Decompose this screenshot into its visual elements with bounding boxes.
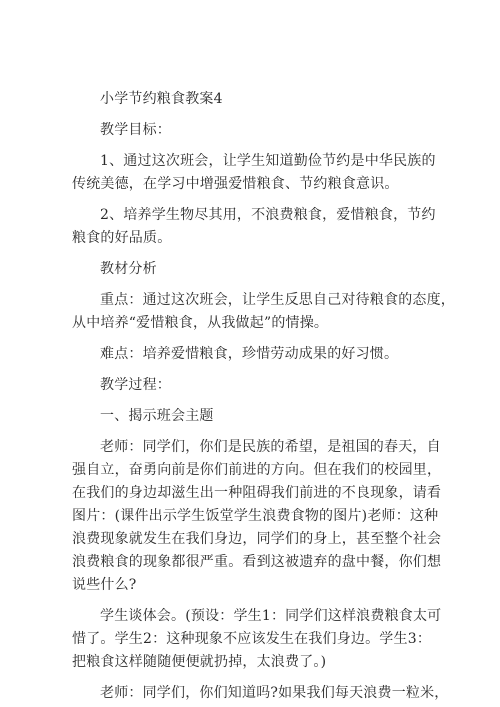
- goal-2-line-2: 粮食的好品质。: [72, 230, 172, 246]
- teacher-para-line-3: 在我们的身边却滋生出一种阻碍我们前进的不良现象，请看: [72, 485, 442, 501]
- heading-teaching-process: 教学过程：: [100, 377, 171, 393]
- student-para-line-3: 把粮食这样随随便便就扔掉，太浪费了。): [72, 654, 327, 670]
- teacher-para-line-2: 强自立，奋勇向前是你们前进的方向。但在我们的校园里，: [72, 462, 442, 478]
- teacher-para-line-5: 浪费现象就发生在我们身边，同学们的身上，甚至整个社会: [72, 531, 442, 547]
- difficulty-line: 难点：培养爱惜粮食，珍惜劳动成果的好习惯。: [100, 346, 399, 362]
- document-body: [72, 88, 455, 705]
- teacher-question-line: 老师：同学们，你们知道吗?如果我们每天浪费一粒米，: [100, 685, 449, 701]
- key-point-line-1: 重点：通过这次班会，让学生反思自己对待粮食的态度，: [100, 292, 455, 308]
- teacher-para-line-4: 图片：(课件出示学生饭堂学生浪费食物的图片)老师：这种: [72, 508, 439, 524]
- document-title: 小学节约粮食教案4: [100, 91, 223, 107]
- teacher-para-line-6: 浪费粮食的现象都很严重。看到这被遗弃的盘中餐，你们想: [72, 554, 442, 570]
- heading-teaching-goals: 教学目标：: [100, 122, 171, 138]
- student-para-line-2: 惜了。学生2：这种现象不应该发生在我们身边。学生3：: [72, 631, 432, 647]
- goal-1-line-1: 1、通过这次班会，让学生知道勤俭节约是中华民族的: [100, 153, 436, 169]
- goal-2-line-1: 2、培养学生物尽其用，不浪费粮食，爱惜粮食，节约: [100, 207, 436, 223]
- student-para-line-1: 学生谈体会。(预设：学生1：同学们这样浪费粮食太可: [100, 608, 442, 624]
- section-1-heading: 一、揭示班会主题: [100, 408, 214, 424]
- key-point-line-2: 从中培养“爱惜粮食，从我做起”的情操。: [72, 315, 329, 331]
- teacher-para-line-1: 老师：同学们，你们是民族的希望，是祖国的春天，自: [100, 439, 441, 455]
- teacher-para-line-7: 说些什么?: [72, 577, 137, 593]
- heading-material-analysis: 教材分析: [100, 261, 157, 277]
- goal-1-line-2: 传统美德，在学习中增强爱惜粮食、节约粮食意识。: [72, 176, 399, 192]
